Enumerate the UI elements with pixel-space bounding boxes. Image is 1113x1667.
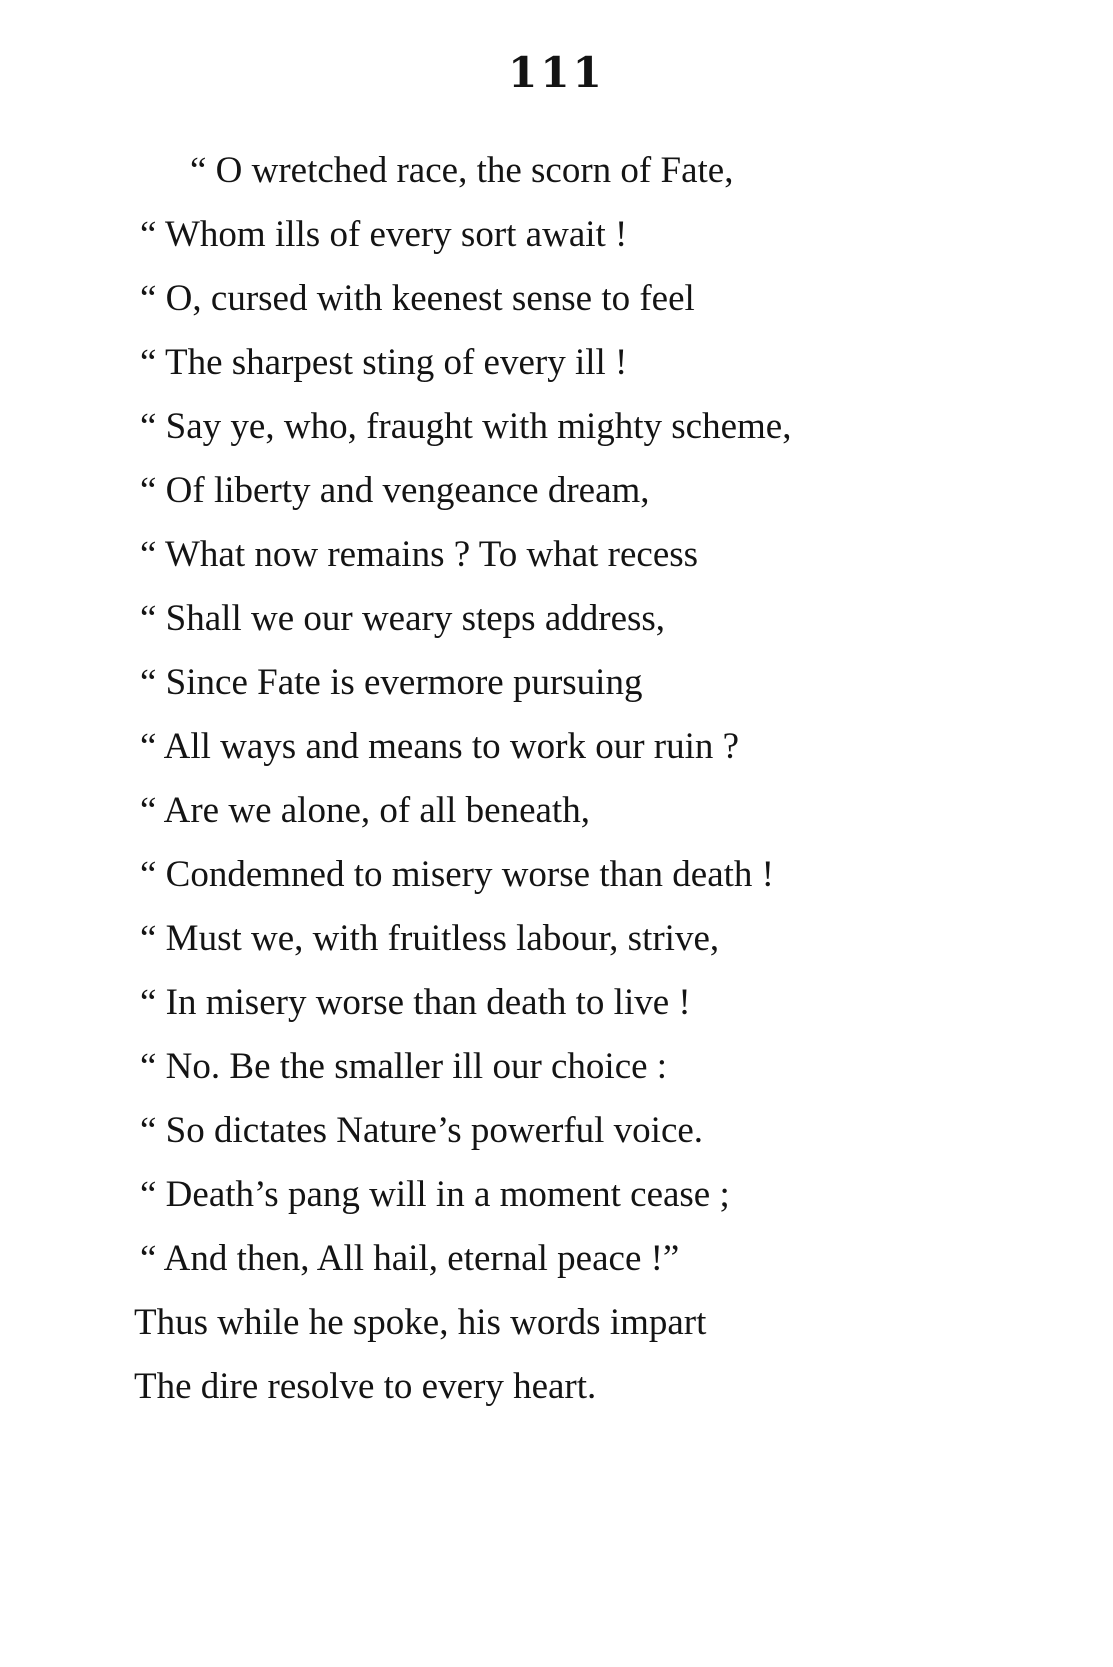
poem-line: “ All ways and means to work our ruin ?	[140, 726, 740, 767]
poem-line: “ Shall we our weary steps address,	[140, 598, 666, 639]
poem-line: “ Whom ills of every sort await !	[140, 214, 628, 255]
poem-line: “ So dictates Nature’s powerful voice.	[140, 1110, 704, 1151]
poem-line: “ O wretched race, the scorn of Fate,	[190, 150, 734, 191]
poem-line: “ And then, All hail, eternal peace !”	[140, 1238, 680, 1279]
poem-line: The dire resolve to every heart.	[134, 1366, 597, 1407]
poem-line: “ No. Be the smaller ill our choice :	[140, 1046, 668, 1087]
poem-line: “ The sharpest sting of every ill !	[140, 342, 628, 383]
poem-line: “ Must we, with fruitless labour, strive,	[140, 918, 720, 959]
poem-line: “ What now remains ? To what recess	[140, 534, 699, 575]
poem-line: “ Are we alone, of all beneath,	[140, 790, 590, 831]
poem-line: “ O, cursed with keenest sense to feel	[140, 278, 695, 319]
poem-line: “ In misery worse than death to live !	[140, 982, 691, 1023]
poem-line: “ Since Fate is evermore pursuing	[140, 662, 643, 703]
poem-line: “ Condemned to misery worse than death !	[140, 854, 774, 895]
poem-line: “ Death’s pang will in a moment cease ;	[140, 1174, 730, 1215]
poem-line: “ Say ye, who, fraught with mighty scheme,	[140, 406, 792, 447]
page-number: 111	[508, 48, 605, 97]
poem-line: Thus while he spoke, his words impart	[134, 1302, 707, 1343]
poem-line: “ Of liberty and vengeance dream,	[140, 470, 650, 511]
